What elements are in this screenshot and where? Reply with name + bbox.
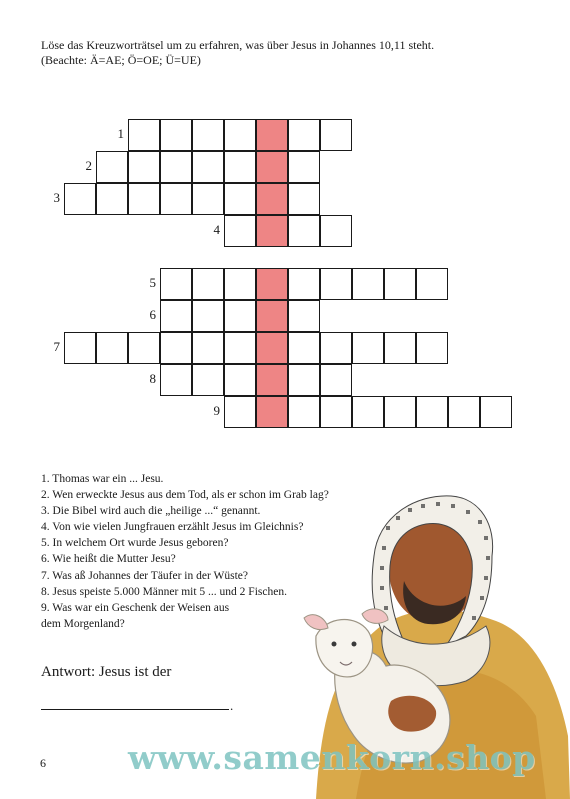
- clue-number-1: 1: [117, 126, 124, 141]
- letter-cell[interactable]: [224, 119, 256, 151]
- answer-label: Antwort: Jesus ist der: [41, 664, 172, 680]
- clue-line: dem Morgenland?: [41, 617, 125, 630]
- instructions-line-2: (Beachte: Ä=AE; Ö=OE; Ü=UE): [41, 53, 201, 67]
- letter-cell[interactable]: [160, 183, 192, 215]
- letter-cell[interactable]: [192, 268, 224, 300]
- clue-line: 6. Wie heißt die Mutter Jesu?: [41, 553, 176, 566]
- clue-line: 8. Jesus speiste 5.000 Männer mit 5 ... und 2 Fischen.: [41, 585, 287, 598]
- clue-line: 5. In welchem Ort wurde Jesus geboren?: [41, 537, 229, 550]
- letter-cell[interactable]: [192, 300, 224, 332]
- letter-cell[interactable]: [64, 332, 96, 364]
- letter-cell[interactable]: [288, 183, 320, 215]
- letter-cell[interactable]: [96, 151, 128, 183]
- letter-cell[interactable]: [128, 332, 160, 364]
- instructions-line-1: Löse das Kreuzworträtsel um zu erfahren, was über Jesus in Johannes 10,11 steht.: [41, 38, 435, 52]
- letter-cell[interactable]: [192, 151, 224, 183]
- clue-line: 7. Was aß Johannes der Täufer in der Wüste?: [41, 569, 248, 582]
- letter-cell[interactable]: [288, 215, 320, 247]
- watermark: www.samenkorn.shop: [128, 738, 536, 777]
- letter-cell[interactable]: [128, 119, 160, 151]
- clue-number-6: 6: [149, 307, 156, 322]
- letter-cell[interactable]: [192, 183, 224, 215]
- solution-cell[interactable]: [256, 183, 288, 215]
- letter-cell[interactable]: [288, 268, 320, 300]
- letter-cell[interactable]: [288, 151, 320, 183]
- solution-cell[interactable]: [256, 396, 288, 428]
- letter-cell[interactable]: [416, 332, 448, 364]
- clue-number-4: 4: [213, 222, 220, 237]
- letter-cell[interactable]: [224, 183, 256, 215]
- letter-cell[interactable]: [416, 268, 448, 300]
- letter-cell[interactable]: [320, 364, 352, 396]
- letter-cell[interactable]: [160, 332, 192, 364]
- solution-cell[interactable]: [256, 300, 288, 332]
- letter-cell[interactable]: [192, 332, 224, 364]
- solution-cell[interactable]: [256, 151, 288, 183]
- letter-cell[interactable]: [352, 268, 384, 300]
- letter-cell[interactable]: [384, 396, 416, 428]
- letter-cell[interactable]: [160, 151, 192, 183]
- letter-cell[interactable]: [320, 119, 352, 151]
- letter-cell[interactable]: [128, 151, 160, 183]
- letter-cell[interactable]: [224, 300, 256, 332]
- letter-cell[interactable]: [224, 396, 256, 428]
- clue-list: [41, 471, 329, 632]
- letter-cell[interactable]: [288, 119, 320, 151]
- letter-cell[interactable]: [320, 332, 352, 364]
- letter-cell[interactable]: [288, 364, 320, 396]
- clue-line: 1. Thomas war ein ... Jesu.: [41, 473, 164, 485]
- answer-period: .: [230, 698, 234, 713]
- clue-number-8: 8: [149, 371, 156, 386]
- solution-cell[interactable]: [256, 215, 288, 247]
- letter-cell[interactable]: [288, 300, 320, 332]
- letter-cell[interactable]: [480, 396, 512, 428]
- solution-cell[interactable]: [256, 268, 288, 300]
- page-number: 6: [40, 756, 46, 770]
- letter-cell[interactable]: [384, 268, 416, 300]
- letter-cell[interactable]: [320, 268, 352, 300]
- letter-cell[interactable]: [224, 151, 256, 183]
- solution-cell[interactable]: [256, 332, 288, 364]
- letter-cell[interactable]: [160, 364, 192, 396]
- clue-number-3: 3: [53, 190, 60, 205]
- solution-cell[interactable]: [256, 119, 288, 151]
- letter-cell[interactable]: [96, 183, 128, 215]
- clue-number-7: 7: [53, 339, 60, 354]
- letter-cell[interactable]: [224, 268, 256, 300]
- clue-number-9: 9: [213, 403, 220, 418]
- clue-line: 3. Die Bibel wird auch die „heilige ...“ genannt.: [41, 505, 261, 518]
- letter-cell[interactable]: [128, 183, 160, 215]
- letter-cell[interactable]: [384, 332, 416, 364]
- letter-cell[interactable]: [352, 396, 384, 428]
- letter-cell[interactable]: [448, 396, 480, 428]
- letter-cell[interactable]: [224, 364, 256, 396]
- letter-cell[interactable]: [160, 119, 192, 151]
- clue-number-5: 5: [149, 275, 156, 290]
- letter-cell[interactable]: [320, 215, 352, 247]
- letter-cell[interactable]: [160, 268, 192, 300]
- letter-cell[interactable]: [160, 300, 192, 332]
- letter-cell[interactable]: [320, 396, 352, 428]
- clue-line: 2. Wen erweckte Jesus aus dem Tod, als er schon im Grab lag?: [41, 489, 329, 502]
- letter-cell[interactable]: [288, 332, 320, 364]
- solution-cell[interactable]: [256, 364, 288, 396]
- letter-cell[interactable]: [352, 332, 384, 364]
- letter-cell[interactable]: [64, 183, 96, 215]
- letter-cell[interactable]: [416, 396, 448, 428]
- letter-cell[interactable]: [224, 332, 256, 364]
- answer-line[interactable]: [41, 703, 229, 710]
- letter-cell[interactable]: [96, 332, 128, 364]
- clue-number-2: 2: [85, 158, 92, 173]
- letter-cell[interactable]: [288, 396, 320, 428]
- letter-cell[interactable]: [192, 364, 224, 396]
- letter-cell[interactable]: [192, 119, 224, 151]
- clue-line: 9. Was war ein Geschenk der Weisen aus: [41, 601, 230, 614]
- letter-cell[interactable]: [224, 215, 256, 247]
- clue-line: 4. Von wie vielen Jungfrauen erzählt Jesus im Gleichnis?: [41, 521, 304, 534]
